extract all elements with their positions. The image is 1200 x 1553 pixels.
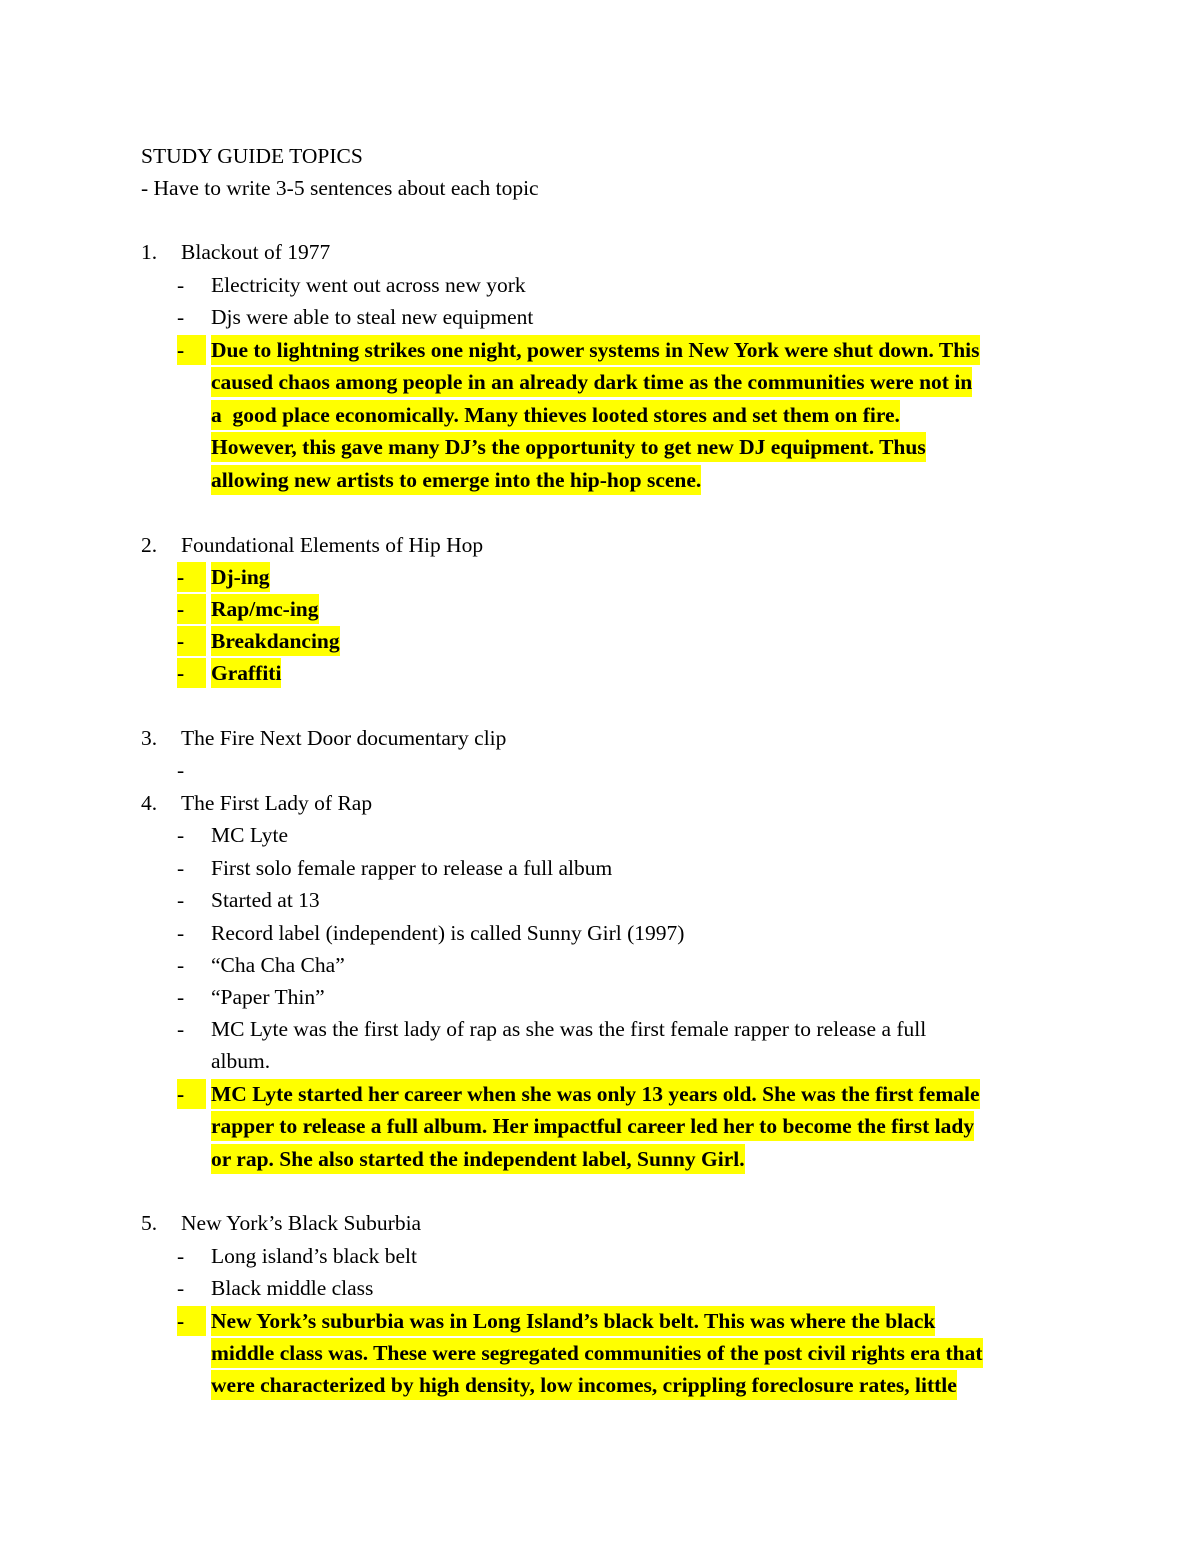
highlighted-summary-line [0, 1306, 1200, 1336]
highlighted-bullet [0, 594, 1200, 624]
bullet-item [0, 1273, 1200, 1303]
bullet-dash: - [177, 562, 206, 592]
bullet-text: album. [211, 1049, 271, 1073]
summary-text: rapper to release a full album. Her impactful career led her to become the first lady [211, 1111, 974, 1141]
bullet-dash: - [177, 1244, 185, 1268]
bullet-text: Black middle class [211, 1276, 374, 1300]
highlighted-summary-line [0, 400, 1200, 430]
bullet-dash: - [177, 626, 206, 656]
bullet-item [0, 755, 1200, 785]
bullet-text: “Cha Cha Cha” [211, 953, 345, 977]
document-subtitle: - Have to write 3-5 sentences about each topic [141, 176, 539, 200]
section-4-heading [0, 788, 1200, 818]
summary-text: New York’s suburbia was in Long Island’s black belt. This was where the black [211, 1306, 935, 1336]
bullet-text: Graffiti [211, 658, 281, 688]
bullet-item [0, 950, 1200, 980]
bullet-item [0, 302, 1200, 332]
section-3-heading [0, 723, 1200, 753]
bullet-text: Dj-ing [211, 562, 270, 592]
summary-text: Due to lightning strikes one night, power systems in New York were shut down. This [211, 335, 980, 365]
highlighted-summary-line [0, 465, 1200, 495]
bullet-item [0, 982, 1200, 1012]
section-number: 2. [141, 533, 158, 557]
bullet-dash: - [177, 953, 185, 977]
summary-text: MC Lyte started her career when she was only 13 years old. She was the first female [211, 1079, 980, 1109]
bullet-dash: - [177, 1306, 206, 1336]
highlighted-summary-line [0, 1338, 1200, 1368]
bullet-item [0, 1014, 1200, 1044]
bullet-dash: - [177, 985, 185, 1009]
bullet-item [0, 820, 1200, 850]
bullet-text: First solo female rapper to release a full album [211, 856, 613, 880]
section-number: 1. [141, 240, 158, 264]
bullet-dash: - [177, 758, 185, 782]
section-title: Blackout of 1977 [181, 240, 331, 264]
highlighted-summary-line [0, 1144, 1200, 1174]
section-title: New York’s Black Suburbia [181, 1211, 422, 1235]
summary-text: or rap. She also started the independent label, Sunny Girl. [211, 1144, 745, 1174]
highlighted-summary-line [0, 367, 1200, 397]
bullet-continuation [0, 1046, 1200, 1076]
summary-text: However, this gave many DJ’s the opportunity to get new DJ equipment. Thus [211, 432, 926, 462]
highlighted-summary-line [0, 1079, 1200, 1109]
highlighted-bullet [0, 658, 1200, 688]
bullet-text: Record label (independent) is called Sunny Girl (1997) [211, 921, 685, 945]
bullet-dash: - [177, 594, 206, 624]
section-title: The Fire Next Door documentary clip [181, 726, 507, 750]
highlighted-summary-line [0, 1111, 1200, 1141]
bullet-item [0, 885, 1200, 915]
bullet-text: Started at 13 [211, 888, 320, 912]
section-2-heading [0, 530, 1200, 560]
section-number: 5. [141, 1211, 158, 1235]
bullet-dash: - [177, 921, 185, 945]
section-number: 3. [141, 726, 158, 750]
highlighted-bullet [0, 562, 1200, 592]
bullet-text: MC Lyte was the first lady of rap as she was the first female rapper to release a full [211, 1017, 927, 1041]
bullet-text: MC Lyte [211, 823, 289, 847]
section-title: Foundational Elements of Hip Hop [181, 533, 484, 557]
bullet-dash: - [177, 888, 185, 912]
summary-text: were characterized by high density, low incomes, crippling foreclosure rates, little [211, 1370, 957, 1400]
bullet-text: Djs were able to steal new equipment [211, 305, 534, 329]
bullet-item [0, 1241, 1200, 1271]
bullet-dash: - [177, 1079, 206, 1109]
highlighted-summary-line [0, 432, 1200, 462]
document-title: STUDY GUIDE TOPICS [141, 144, 363, 168]
bullet-item [0, 270, 1200, 300]
section-1-heading [0, 237, 1200, 267]
bullet-text: Long island’s black belt [211, 1244, 418, 1268]
bullet-text: Electricity went out across new york [211, 273, 526, 297]
section-5-heading [0, 1208, 1200, 1238]
highlighted-summary-line [0, 1370, 1200, 1400]
summary-text: middle class was. These were segregated communities of the post civil rights era that [211, 1338, 983, 1368]
bullet-item [0, 853, 1200, 883]
bullet-dash: - [177, 273, 185, 297]
bullet-item [0, 918, 1200, 948]
bullet-dash: - [177, 856, 185, 880]
bullet-dash: - [177, 1017, 185, 1041]
highlighted-bullet [0, 626, 1200, 656]
bullet-dash: - [177, 1276, 185, 1300]
bullet-text: “Paper Thin” [211, 985, 325, 1009]
bullet-dash: - [177, 658, 206, 688]
summary-text: allowing new artists to emerge into the hip-hop scene. [211, 465, 701, 495]
bullet-text: Rap/mc-ing [211, 594, 319, 624]
summary-text: a good place economically. Many thieves looted stores and set them on fire. [211, 400, 900, 430]
bullet-dash: - [177, 305, 185, 329]
highlighted-summary-line [0, 335, 1200, 365]
bullet-dash: - [177, 335, 206, 365]
bullet-dash: - [177, 823, 185, 847]
section-number: 4. [141, 791, 158, 815]
bullet-text: Breakdancing [211, 626, 340, 656]
summary-text: caused chaos among people in an already dark time as the communities were not in [211, 367, 972, 397]
section-title: The First Lady of Rap [181, 791, 373, 815]
